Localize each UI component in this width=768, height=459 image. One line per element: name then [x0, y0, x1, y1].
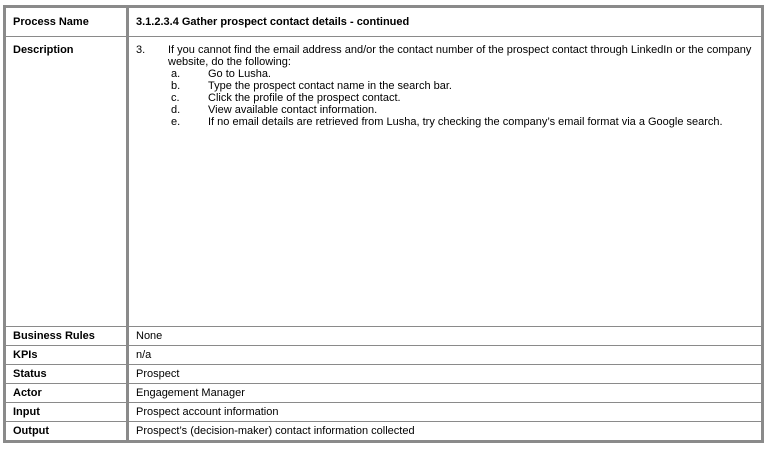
sub-step-text: If no email details are retrieved from Lusha, try checking the company’s email format via a Google search. — [208, 116, 723, 128]
kpis-row — [5, 346, 763, 365]
step-item — [136, 44, 754, 68]
sub-step-letter: c. — [171, 92, 180, 104]
sub-step-item — [136, 104, 754, 116]
sub-step-text: Click the profile of the prospect contact. — [208, 92, 401, 104]
sub-step-item — [136, 80, 754, 92]
sub-step-item — [136, 68, 754, 80]
description-label: Description — [5, 37, 128, 327]
sub-step-item — [136, 92, 754, 104]
input-row — [5, 403, 763, 422]
input-value: Prospect account information — [128, 403, 763, 422]
sub-step-letter: b. — [171, 80, 181, 92]
sub-step-text: View available contact information. — [208, 104, 378, 116]
description-content — [128, 37, 763, 327]
sub-step-item — [136, 116, 754, 128]
process-name-value: 3.1.2.3.4 Gather prospect contact details - continued — [128, 7, 763, 37]
input-label: Input — [5, 403, 128, 422]
status-label: Status — [5, 365, 128, 384]
status-row — [5, 365, 763, 384]
sub-step-letter: d. — [171, 104, 181, 116]
kpis-label: KPIs — [5, 346, 128, 365]
output-label: Output — [5, 422, 128, 442]
sub-step-text: Go to Lusha. — [208, 68, 271, 80]
output-value: Prospect’s (decision-maker) contact information collected — [128, 422, 763, 442]
step-number: 3. — [136, 44, 146, 56]
kpis-value: n/a — [128, 346, 763, 365]
business-rules-label: Business Rules — [5, 327, 128, 346]
sub-step-list — [136, 68, 754, 128]
sub-step-letter: a. — [171, 68, 181, 80]
actor-value: Engagement Manager — [128, 384, 763, 403]
sub-step-letter: e. — [171, 116, 181, 128]
process-name-label: Process Name — [5, 7, 128, 37]
description-row — [5, 37, 763, 327]
sub-step-text: Type the prospect contact name in the search bar. — [208, 80, 452, 92]
business-rules-value: None — [128, 327, 763, 346]
status-value: Prospect — [128, 365, 763, 384]
actor-label: Actor — [5, 384, 128, 403]
actor-row — [5, 384, 763, 403]
output-row — [5, 422, 763, 442]
process-table — [3, 5, 764, 443]
process-name-row — [5, 7, 763, 37]
step-text: If you cannot find the email address and/or the contact number of the prospect contact through LinkedIn or the company website, do the following: — [168, 44, 752, 68]
business-rules-row — [5, 327, 763, 346]
